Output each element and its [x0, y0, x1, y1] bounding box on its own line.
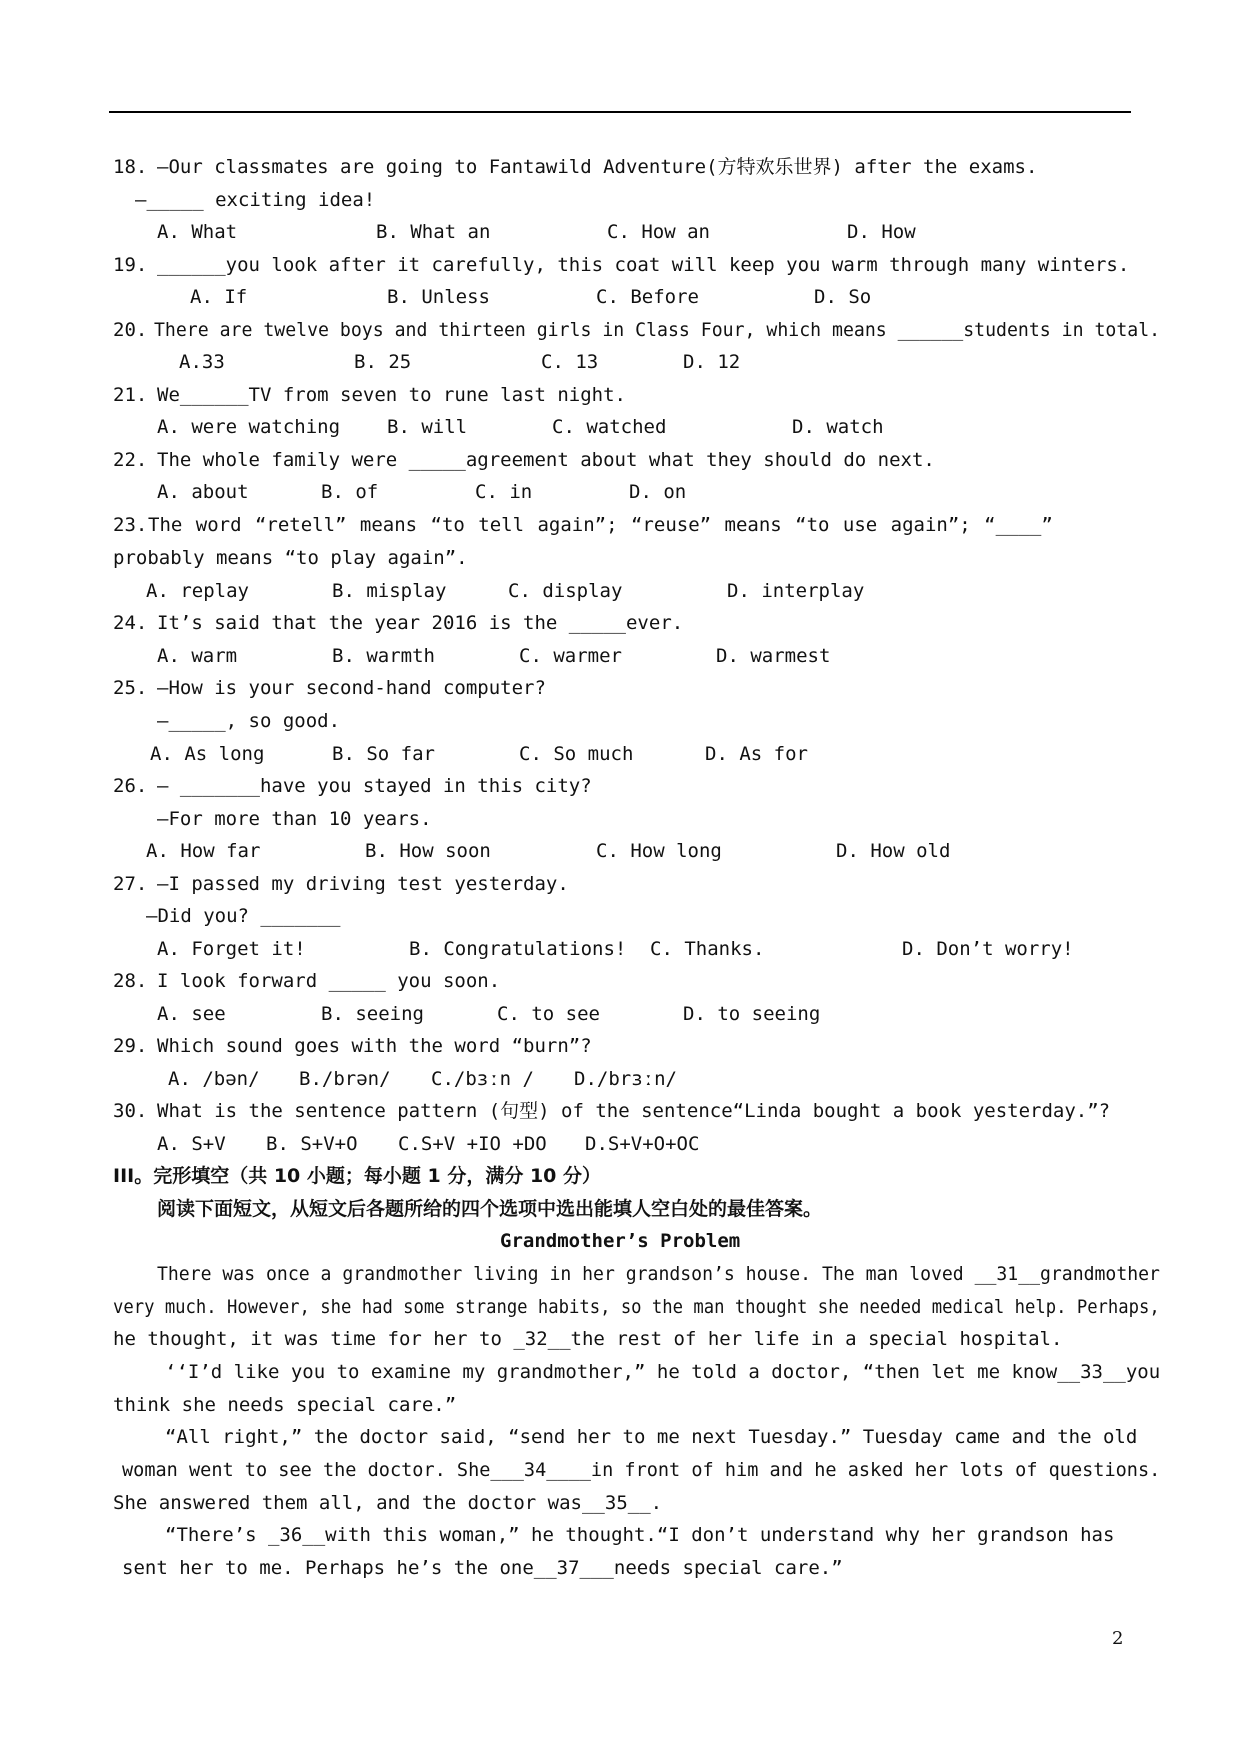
- q30-option-a[interactable]: A. S+V: [157, 1133, 226, 1155]
- q23-option-d[interactable]: D. interplay: [727, 580, 865, 602]
- q28-number: 28.: [113, 970, 148, 992]
- q28-option-d[interactable]: D. to seeing: [683, 1003, 821, 1025]
- passage-line-3: he thought, it was time for her to _32__the rest of her life in a special hospital.: [113, 1328, 1063, 1350]
- q19-option-b[interactable]: B. Unless: [387, 286, 490, 308]
- q23-stem: The word “retell” means “to tell again”; “reuse” means “to use again”; “____”: [148, 514, 1053, 536]
- q20-option-a[interactable]: A.33: [179, 351, 225, 373]
- q18-option-a[interactable]: A. What: [157, 221, 238, 243]
- q22-option-a[interactable]: A. about: [157, 481, 249, 503]
- q22-option-b[interactable]: B. of: [321, 481, 379, 503]
- q26-number: 26.: [113, 775, 148, 797]
- q20-option-b[interactable]: B. 25: [354, 351, 412, 373]
- q30-option-d[interactable]: D.S+V+O+OC: [585, 1133, 700, 1155]
- q22-number: 22.: [113, 449, 148, 471]
- passage-line-6: “All right,” the doctor said, “send her to me next Tuesday.” Tuesday came and the old: [165, 1426, 1138, 1448]
- q25-stem-2: —_____, so good.: [157, 710, 341, 732]
- q29-number: 29.: [113, 1035, 148, 1057]
- q29-option-a[interactable]: A. /bən/: [168, 1068, 260, 1090]
- passage-line-7: woman went to see the doctor. She___34____in front of him and he asked her lots of questions.: [122, 1459, 1161, 1481]
- passage-line-8: She answered them all, and the doctor was__35__.: [113, 1492, 663, 1514]
- q30-stem: What is the sentence pattern (句型) of the sentence“Linda bought a book yesterday.”?: [157, 1100, 1111, 1122]
- q29-stem: Which sound goes with the word “burn”?: [157, 1035, 592, 1057]
- q24-number: 24.: [113, 612, 148, 634]
- q19-option-c[interactable]: C. Before: [596, 286, 699, 308]
- q19-stem: ______you look after it carefully, this coat will keep you warm through many winters.: [157, 254, 1130, 276]
- q20-number: 20.: [113, 319, 148, 341]
- q27-option-c[interactable]: C. Thanks.: [650, 938, 765, 960]
- q19-option-a[interactable]: A. If: [190, 286, 248, 308]
- q24-option-d[interactable]: D. warmest: [716, 645, 831, 667]
- q23-option-a[interactable]: A. replay: [146, 580, 249, 602]
- q30-number: 30.: [113, 1100, 148, 1122]
- q25-number: 25.: [113, 677, 148, 699]
- header-rule: [109, 111, 1131, 113]
- q24-stem: It’s said that the year 2016 is the _____ever.: [157, 612, 684, 634]
- q21-option-d[interactable]: D. watch: [792, 416, 884, 438]
- q26-option-a[interactable]: A. How far: [146, 840, 261, 862]
- q29-option-c[interactable]: C./bɜːn /: [431, 1068, 534, 1090]
- q18-stem-2: —_____ exciting idea!: [135, 189, 376, 211]
- q23-number: 23.: [113, 514, 148, 536]
- q24-option-b[interactable]: B. warmth: [332, 645, 435, 667]
- q20-stem: There are twelve boys and thirteen girls in Class Four, which means ______students in total.: [154, 319, 1161, 341]
- page-number: 2: [1112, 1628, 1124, 1649]
- q25-option-d[interactable]: D. As for: [705, 743, 808, 765]
- q18-stem: —Our classmates are going to Fantawild Adventure(方特欢乐世界) after the exams.: [157, 156, 1038, 178]
- q25-option-c[interactable]: C. So much: [519, 743, 634, 765]
- q26-option-d[interactable]: D. How old: [836, 840, 951, 862]
- q20-option-d[interactable]: D. 12: [683, 351, 741, 373]
- q19-option-d[interactable]: D. So: [814, 286, 872, 308]
- q21-option-c[interactable]: C. watched: [552, 416, 667, 438]
- q26-option-c[interactable]: C. How long: [596, 840, 722, 862]
- q23-stem-2: probably means “to play again”.: [113, 547, 468, 569]
- q18-option-b[interactable]: B. What an: [376, 221, 491, 243]
- q26-stem: — _______have you stayed in this city?: [157, 775, 592, 797]
- q21-option-b[interactable]: B. will: [387, 416, 468, 438]
- q29-option-b[interactable]: B./brən/: [299, 1068, 391, 1090]
- q22-option-c[interactable]: C. in: [475, 481, 533, 503]
- q24-option-a[interactable]: A. warm: [157, 645, 238, 667]
- passage-line-5: think she needs special care.”: [113, 1394, 457, 1416]
- q23-option-b[interactable]: B. misplay: [332, 580, 447, 602]
- q28-option-a[interactable]: A. see: [157, 1003, 226, 1025]
- section-heading: III。完形填空（共 10 小题；每小题 1 分，满分 10 分）: [113, 1165, 601, 1187]
- q30-option-c[interactable]: C.S+V +IO +DO: [398, 1133, 547, 1155]
- q28-stem: I look forward _____ you soon.: [157, 970, 501, 992]
- passage-line-2: very much. However, she had some strange habits, so the man thought she needed medical help. Perhaps,: [113, 1296, 1160, 1318]
- passage-title: Grandmother’s Problem: [500, 1230, 741, 1252]
- q30-option-b[interactable]: B. S+V+O: [266, 1133, 358, 1155]
- q18-option-c[interactable]: C. How an: [607, 221, 710, 243]
- q18-option-d[interactable]: D. How: [847, 221, 916, 243]
- q27-option-b[interactable]: B. Congratulations!: [409, 938, 627, 960]
- q21-number: 21.: [113, 384, 148, 406]
- passage-line-9: “There’s _36__with this woman,” he thought.“I don’t understand why her grandson has: [165, 1524, 1115, 1546]
- q27-stem: —I passed my driving test yesterday.: [157, 873, 569, 895]
- q25-stem: —How is your second-hand computer?: [157, 677, 546, 699]
- q22-stem: The whole family were _____agreement about what they should do next.: [157, 449, 935, 471]
- q25-option-b[interactable]: B. So far: [332, 743, 435, 765]
- passage-line-1: There was once a grandmother living in her grandson’s house. The man loved __31__grandmother: [157, 1263, 1160, 1285]
- q27-option-a[interactable]: A. Forget it!: [157, 938, 306, 960]
- q24-option-c[interactable]: C. warmer: [519, 645, 622, 667]
- passage-line-10: sent her to me. Perhaps he’s the one__37___needs special care.”: [122, 1557, 843, 1579]
- q26-stem-2: —For more than 10 years.: [157, 808, 432, 830]
- q28-option-b[interactable]: B. seeing: [321, 1003, 424, 1025]
- q21-option-a[interactable]: A. were watching: [157, 416, 341, 438]
- q29-option-d[interactable]: D./brɜːn/: [574, 1068, 677, 1090]
- q27-stem-2: —Did you? _______: [146, 905, 341, 927]
- section-instruction: 阅读下面短文，从短文后各题所给的四个选项中选出能填人空白处的最佳答案。: [157, 1198, 823, 1220]
- q27-option-d[interactable]: D. Don’t worry!: [902, 938, 1074, 960]
- q20-option-c[interactable]: C. 13: [541, 351, 599, 373]
- q23-option-c[interactable]: C. display: [508, 580, 623, 602]
- q21-stem: We______TV from seven to rune last night.: [157, 384, 626, 406]
- q28-option-c[interactable]: C. to see: [497, 1003, 600, 1025]
- q26-option-b[interactable]: B. How soon: [365, 840, 491, 862]
- q27-number: 27.: [113, 873, 148, 895]
- q18-number: 18.: [113, 156, 148, 178]
- q19-number: 19.: [113, 254, 148, 276]
- q22-option-d[interactable]: D. on: [629, 481, 687, 503]
- q25-option-a[interactable]: A. As long: [150, 743, 265, 765]
- passage-line-4: ‘‘I’d like you to examine my grandmother,” he told a doctor, “then let me know__33__you: [165, 1361, 1161, 1383]
